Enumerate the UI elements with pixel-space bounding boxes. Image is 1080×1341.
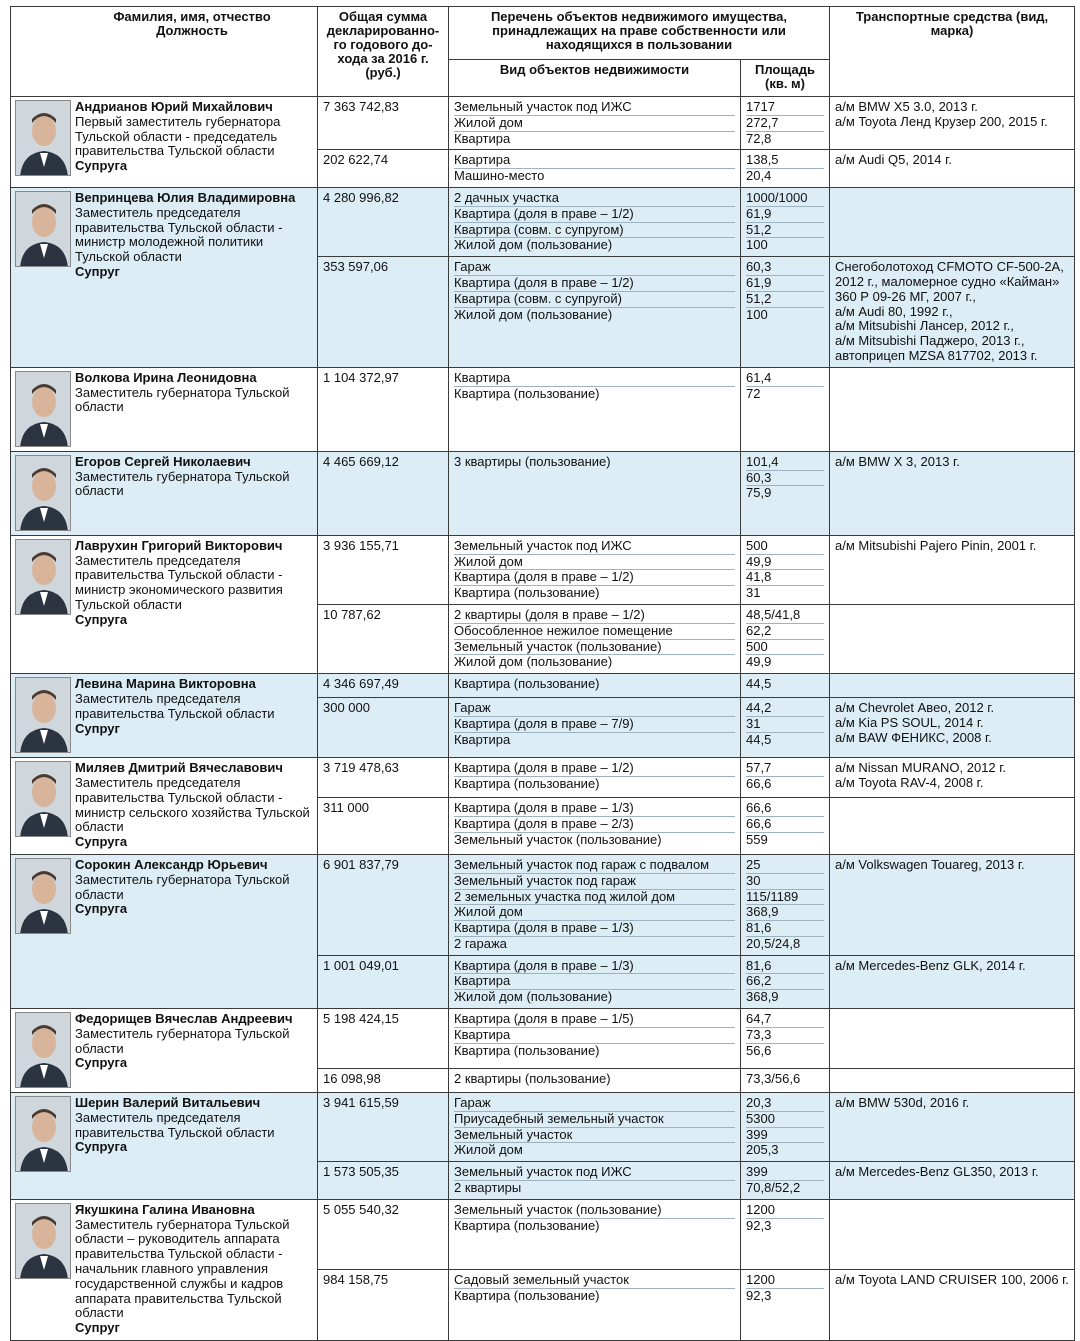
property-type-cell [449,955,741,1008]
vehicle: а/м Mercedes-Benz GL350, 2013 г. [835,1164,1039,1180]
property-area-cell [741,698,830,758]
property-area-cell [741,1162,830,1200]
vehicle: а/м Mitsubishi Лансер, 2012 г., [835,318,1014,334]
person-name: Якушкина Галина Ивановна [75,1201,255,1217]
property-area: 70,8/52,2 [746,1180,801,1196]
property-area: 115/1189 [746,890,824,906]
vehicles-cell [830,604,1075,673]
property-type: Квартира (доля в праве – 1/2) [454,207,735,223]
vehicle: а/м Toyota Ленд Крузер 200, 2015 г. [835,113,1048,129]
property-area-cell [741,1093,830,1162]
person-name: Федорищев Вячеслав Андреевич [75,1011,293,1027]
property-type: Обособленное нежилое помещение [454,624,735,640]
vehicles-cell [830,451,1075,535]
table-row [11,758,1075,798]
person-name: Шерин Валерий Витальевич [75,1095,261,1111]
person-photo [15,191,71,267]
property-area: 272,7 [746,116,824,132]
person-cell [11,187,318,367]
income-cell: 4 465 669,12 [318,451,449,535]
property-type: Квартира [454,732,511,748]
person-cell [11,535,318,673]
person-position: Заместитель губернатора Тульской области – руководитель аппарата правительства Тульской области - начальник главного управления государственной службы и кадров аппарата правительства Тульской области [75,1216,290,1321]
property-area: 66,6 [746,817,824,833]
property-type-cell [449,1162,741,1200]
property-area: 81,6 [746,921,824,937]
person-photo [15,1203,71,1279]
person-position: Заместитель председателя правительства Тульской области - министр экономического развития Тульской области [75,552,283,612]
property-area: 60,3 [746,471,824,487]
property-area: 399 [746,1165,824,1181]
person-position: Заместитель губернатора Тульской области [75,468,290,499]
property-type: Гараж [454,701,735,717]
property-area: 1200 [746,1273,824,1289]
portrait-icon [16,1204,71,1279]
income-cell: 1 573 505,35 [318,1162,449,1200]
property-area: 51,2 [746,223,824,239]
property-area: 368,9 [746,905,824,921]
portrait-icon [16,192,71,267]
property-area: 100 [746,237,768,253]
person-photo [15,455,71,531]
property-area: 100 [746,306,768,322]
property-type: Садовый земельный участок [454,1273,735,1289]
person-spouse: Супруг [75,720,120,736]
property-type: Квартира [454,974,735,990]
person-cell [11,1199,318,1340]
vehicle: Снегоболотоход CFMOTO CF-500-2A, 2012 г., маломерное судно «Кайман» 360 Р 09-26 МГ, 2007 г., [835,259,1064,304]
property-type: Квартира (доля в праве – 1/3) [454,959,735,975]
property-area: 5300 [746,1112,824,1128]
income-cell: 4 280 996,82 [318,187,449,256]
income-cell: 16 098,98 [318,1068,449,1092]
person-spouse: Супруга [75,1055,128,1071]
income-cell: 5 198 424,15 [318,1009,449,1069]
header-property: Перечень объектов недвижимого имущества, принадлежащих на праве собственности или находящихся в пользовании [449,7,830,60]
property-area: 66,6 [746,801,824,817]
vehicle: а/м Volkswagen Touareg, 2013 г. [835,856,1025,872]
property-type: Земельный участок под ИЖС [454,539,735,555]
person-photo [15,539,71,615]
person-spouse: Супруг [75,263,120,279]
property-type: 2 квартиры (доля в праве – 1/2) [454,608,735,624]
property-type: Квартира (доля в праве – 1/2) [454,761,735,777]
property-type: Квартира (доля в праве – 7/9) [454,717,735,733]
person-name: Сорокин Александр Юрьевич [75,856,268,872]
income-cell: 300 000 [318,698,449,758]
property-area: 31 [746,585,761,601]
property-type: Жилой дом [454,116,735,132]
person-photo [15,677,71,753]
vehicle: а/м BMW X5 3.0, 2013 г. [835,99,978,114]
portrait-icon [16,762,71,837]
property-type: 2 квартиры [454,1180,522,1196]
person-position: Заместитель губернатора Тульской области [75,871,290,902]
portrait-icon [16,859,71,934]
property-area: 51,2 [746,292,824,308]
property-type: Квартира (пользование) [454,775,600,791]
income-cell: 5 055 540,32 [318,1199,449,1270]
person-name: Волкова Ирина Леонидовна [75,369,257,385]
person-position: Заместитель председателя правительства Тульской области - министр сельского хозяйства Тульской области [75,774,310,835]
property-type: Квартира (пользование) [454,585,600,601]
property-area: 30 [746,874,824,890]
declarations-table [10,6,1075,1341]
income-cell: 7 363 742,83 [318,97,449,150]
property-type: 2 дачных участка [454,191,735,207]
income-cell: 3 936 155,71 [318,535,449,604]
vehicle: а/м BAW ФЕНИКС, 2008 г. [835,730,992,746]
person-name: Андрианов Юрий Михайлович [75,99,273,114]
property-type: Гараж [454,260,735,276]
vehicles-cell [830,1270,1075,1341]
income-cell: 202 622,74 [318,150,449,188]
vehicles-cell [830,674,1075,698]
vehicles-cell [830,257,1075,368]
property-area-cell [741,1270,830,1341]
property-type: Квартира (доля в праве – 1/2) [454,276,735,292]
property-area-cell [741,1199,830,1270]
property-area: 20,4 [746,168,772,184]
property-type: Жилой дом [454,905,735,921]
income-cell: 6 901 837,79 [318,854,449,955]
income-cell: 984 158,75 [318,1270,449,1341]
property-type: Квартира (пользование) [454,1288,600,1304]
vehicle: а/м Toyota RAV-4, 2008 г. [835,774,984,790]
property-area-cell [741,798,830,855]
property-area: 49,9 [746,654,772,670]
person-photo [15,761,71,837]
property-type-cell [449,1093,741,1162]
table-row [11,97,1075,150]
property-type: Машино-место [454,168,545,184]
person-cell [11,97,318,188]
person-name: Егоров Сергей Николаевич [75,453,251,469]
person-spouse: Супруга [75,611,128,627]
property-type: Жилой дом [454,1142,523,1158]
property-type: Квартира (пользование) [454,1217,600,1233]
income-cell: 1 104 372,97 [318,367,449,451]
property-type-cell [449,150,741,188]
property-area: 92,3 [746,1217,772,1233]
person-cell [11,1009,318,1093]
property-type-cell [449,451,741,535]
property-type: Гараж [454,1096,735,1112]
property-area-cell [741,854,830,955]
property-area: 73,3 [746,1028,824,1044]
property-type: Квартира (доля в праве – 1/2) [454,570,735,586]
property-area: 72,8 [746,130,772,146]
person-position: Первый заместитель губернатора Тульской области - председатель правительства Тульской области [75,113,281,159]
property-type: Квартира (пользование) [454,385,600,401]
property-type-cell [449,1270,741,1341]
property-type: Квартира [454,371,735,387]
property-type-cell [449,674,741,698]
property-type: Земельный участок под гараж [454,874,735,890]
income-cell: 4 346 697,49 [318,674,449,698]
vehicles-cell [830,1009,1075,1069]
property-area: 75,9 [746,485,772,501]
property-area: 1717 [746,100,824,116]
property-type-cell [449,854,741,955]
vehicle: а/м Audi 80, 1992 г., [835,303,953,319]
property-area: 81,6 [746,959,824,975]
vehicles-cell [830,535,1075,604]
property-type: Квартира (доля в праве – 2/3) [454,817,735,833]
vehicle: а/м BMW 530d, 2016 г. [835,1095,970,1111]
property-area: 138,5 [746,153,824,169]
property-area: 101,4 [746,455,824,471]
vehicle: а/м Mitsubishi Pajero Pinin, 2001 г. [835,537,1037,553]
vehicles-cell [830,150,1075,188]
property-area: 31 [746,717,824,733]
property-type-cell [449,758,741,798]
property-area: 72 [746,385,761,401]
property-type: Жилой дом [454,555,735,571]
property-type: 2 земельных участка под жилой дом [454,890,735,906]
income-cell: 311 000 [318,798,449,855]
property-type: Земельный участок (пользование) [454,640,735,656]
property-type: Квартира (доля в праве – 1/3) [454,921,735,937]
person-position: Заместитель председателя правительства Тульской области [75,690,275,721]
property-area: 500 [746,539,824,555]
income-cell: 353 597,06 [318,257,449,368]
property-area-cell [741,758,830,798]
person-cell [11,854,318,1008]
property-area-cell [741,97,830,150]
property-area: 60,3 [746,260,824,276]
property-type-cell [449,367,741,451]
income-cell: 1 001 049,01 [318,955,449,1008]
table-row [11,1093,1075,1162]
property-type: 3 квартиры (пользование) [454,453,611,469]
vehicles-cell [830,97,1075,150]
property-type-cell [449,604,741,673]
person-cell [11,367,318,451]
property-type-cell [449,535,741,604]
person-photo [15,1012,71,1088]
property-area: 49,9 [746,555,824,571]
person-photo [15,371,71,447]
property-type: Квартира (пользование) [454,1042,600,1058]
property-area: 559 [746,831,768,847]
portrait-icon [16,456,71,531]
property-type: Земельный участок под ИЖС [454,100,735,116]
property-area: 48,5/41,8 [746,608,824,624]
property-area-cell [741,451,830,535]
vehicle: а/м Audi Q5, 2014 г. [835,152,952,168]
property-area: 44,5 [746,732,772,748]
vehicle: а/м Nissan MURANO, 2012 г. [835,760,1007,776]
vehicle: а/м Kia PS SOUL, 2014 г. [835,715,984,731]
property-area-cell [741,604,830,673]
property-area: 1200 [746,1203,824,1219]
property-type-cell [449,1009,741,1069]
property-type: Земельный участок [454,1128,735,1144]
property-area: 1000/1000 [746,191,824,207]
property-area-cell [741,187,830,256]
property-area: 20,5/24,8 [746,935,801,951]
property-type: Квартира (доля в праве – 1/3) [454,801,735,817]
property-area: 56,6 [746,1042,772,1058]
person-spouse: Супруга [75,1139,128,1155]
table-row [11,535,1075,604]
property-area: 20,3 [746,1096,824,1112]
portrait-icon [16,1097,71,1172]
header-vehicles: Транспортные средства (вид, марка) [830,7,1075,97]
property-area: 25 [746,858,824,874]
person-spouse: Супруга [75,901,128,917]
table-row [11,451,1075,535]
person-cell [11,674,318,758]
portrait-icon [16,540,71,615]
property-type: 2 гаража [454,935,507,951]
person-spouse: Супруга [75,158,128,174]
vehicles-cell [830,187,1075,256]
vehicle: а/м BMW X 3, 2013 г. [835,453,960,469]
person-cell [11,451,318,535]
property-area-cell [741,674,830,698]
vehicle: а/м Mercedes-Benz GLK, 2014 г. [835,957,1026,973]
vehicles-cell [830,854,1075,955]
property-type: Земельный участок (пользование) [454,1203,735,1219]
property-type: Земельный участок (пользование) [454,831,662,847]
property-area: 61,9 [746,276,824,292]
property-type: Квартира [454,1028,735,1044]
person-photo [15,858,71,934]
table-row [11,1199,1075,1270]
property-area-cell [741,257,830,368]
table-row [11,187,1075,256]
property-area: 66,6 [746,775,772,791]
property-type: Квартира [454,153,735,169]
vehicles-cell [830,955,1075,1008]
vehicle: а/м Toyota LAND CRUISER 100, 2006 г. [835,1272,1069,1288]
person-name: Вепринцева Юлия Владимировна [75,189,296,205]
property-type: Земельный участок под ИЖС [454,1165,735,1181]
property-area-cell [741,367,830,451]
vehicle: а/м Chevrolet Авео, 2012 г. [835,700,995,716]
vehicle: а/м Mitsubishi Паджеро, 2013 г., автоприцеп MZSA 817702, 2013 г. [835,333,1038,363]
property-type-cell [449,97,741,150]
property-area: 44,2 [746,701,824,717]
property-area: 61,9 [746,207,824,223]
vehicles-cell [830,1068,1075,1092]
property-area: 66,2 [746,974,824,990]
property-area-cell [741,150,830,188]
property-area: 57,7 [746,761,824,777]
property-area: 92,3 [746,1288,772,1304]
property-type: Квартира (доля в праве – 1/5) [454,1012,735,1028]
vehicles-cell [830,1093,1075,1162]
header-property-area: Площадь (кв. м) [741,59,830,97]
property-type: Квартира [454,130,511,146]
person-photo [15,100,71,176]
property-area: 64,7 [746,1012,824,1028]
property-area: 500 [746,640,824,656]
vehicles-cell [830,367,1075,451]
person-position: Заместитель председателя правительства Тульской области [75,1109,275,1140]
person-position: Заместитель председателя правительства Тульской области - министр молодежной политики Тульской области [75,204,283,265]
header-property-type: Вид объектов недвижимости [449,59,741,97]
person-cell [11,1093,318,1200]
property-type: Квартира (пользование) [454,676,600,692]
vehicles-cell [830,698,1075,758]
person-name: Левина Марина Викторовна [75,676,256,692]
property-type: Жилой дом (пользование) [454,989,613,1005]
property-type-cell [449,187,741,256]
property-type-cell [449,257,741,368]
vehicles-cell [830,758,1075,798]
income-cell: 3 719 478,63 [318,758,449,798]
vehicles-cell [830,1162,1075,1200]
person-cell [11,758,318,855]
table-row [11,1009,1075,1069]
property-type: Земельный участок под гараж с подвалом [454,858,735,874]
property-type-cell [449,1068,741,1092]
portrait-icon [16,1013,71,1088]
property-area: 41,8 [746,570,824,586]
vehicles-cell [830,1199,1075,1270]
property-area: 205,3 [746,1142,779,1158]
property-area: 62,2 [746,624,824,640]
property-type: Жилой дом (пользование) [454,306,613,322]
table-body [11,97,1075,1341]
property-area: 44,5 [746,676,772,692]
portrait-icon [16,372,71,447]
property-type-cell [449,798,741,855]
property-type: Жилой дом (пользование) [454,654,613,670]
person-photo [15,1096,71,1172]
person-name: Миляев Дмитрий Вячеславович [75,760,283,776]
income-cell: 10 787,62 [318,604,449,673]
person-position: Заместитель губернатора Тульской области [75,1025,290,1056]
property-type: Приусадебный земельный участок [454,1112,735,1128]
person-name: Лаврухин Григорий Викторович [75,537,283,553]
property-area-cell [741,1009,830,1069]
property-type: Жилой дом (пользование) [454,237,613,253]
property-type-cell [449,1199,741,1270]
portrait-icon [16,678,71,753]
person-spouse: Супруга [75,834,128,850]
table-row [11,854,1075,955]
property-type: 2 квартиры (пользование) [454,1070,611,1086]
portrait-icon [16,101,71,176]
property-type: Квартира (совм. с супругой) [454,292,735,308]
property-area: 61,4 [746,371,824,387]
property-type-cell [449,698,741,758]
property-area-cell [741,1068,830,1092]
income-cell: 3 941 615,59 [318,1093,449,1162]
person-position: Заместитель губернатора Тульской области [75,384,290,415]
person-spouse: Супруг [75,1320,120,1336]
property-area-cell [741,535,830,604]
property-area: 399 [746,1128,824,1144]
vehicles-cell [830,798,1075,855]
property-area-cell [741,955,830,1008]
header-income: Общая сумма декларированно-го годового до-хода за 2016 г. (руб.) [318,7,449,97]
table-row [11,674,1075,698]
header-name-position: Фамилия, имя, отчество Должность [11,7,318,97]
property-area: 368,9 [746,989,779,1005]
table-row [11,367,1075,451]
property-area: 73,3/56,6 [746,1070,801,1086]
property-type: Квартира (совм. с супругом) [454,223,735,239]
